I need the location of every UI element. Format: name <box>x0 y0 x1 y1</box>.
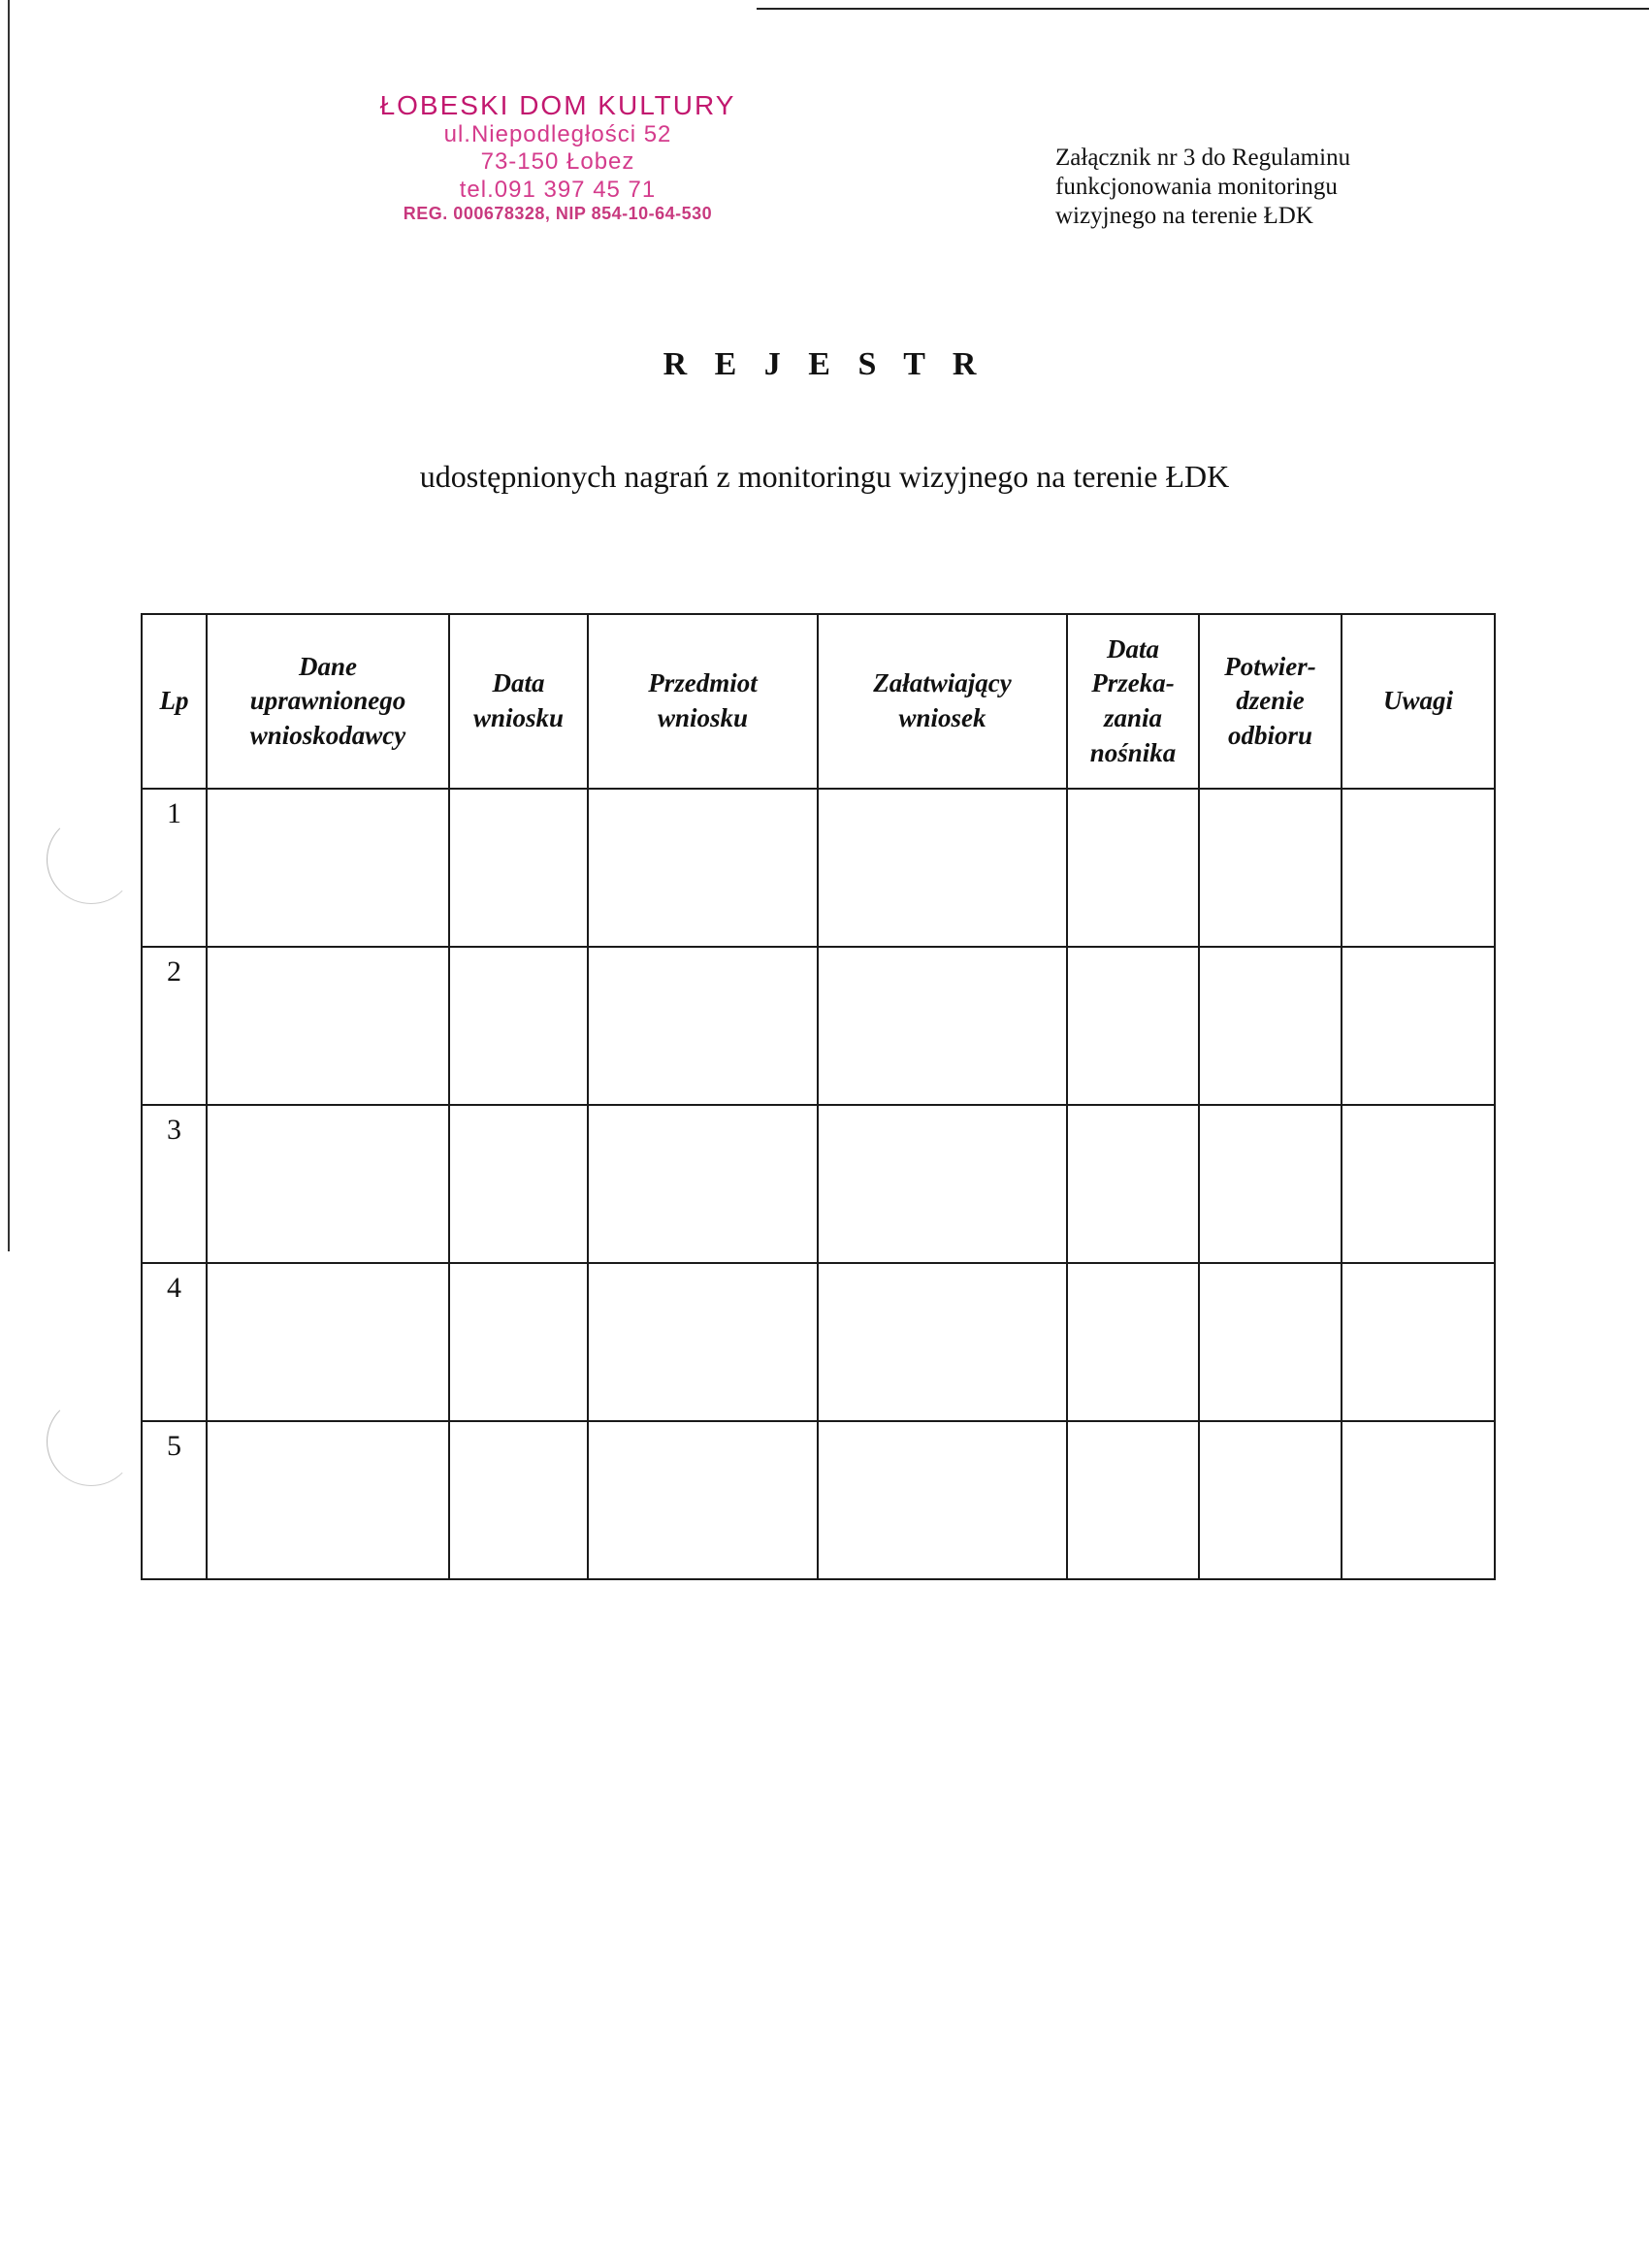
empty-entry-cell <box>1342 1263 1495 1421</box>
empty-entry-cell <box>1199 1421 1342 1579</box>
empty-entry-cell <box>588 1263 818 1421</box>
column-header-text: odbioru <box>1227 720 1313 750</box>
column-header-text: wnioskodawcy <box>249 720 406 750</box>
column-header-text: wniosku <box>657 703 749 732</box>
empty-entry-cell <box>588 1105 818 1263</box>
stamp-phone: tel.091 397 45 71 <box>459 176 657 203</box>
empty-entry-cell <box>449 947 588 1105</box>
column-header-text: Dane <box>299 651 357 681</box>
row-number-cell: 2 <box>142 947 207 1105</box>
empty-entry-cell <box>588 1421 818 1579</box>
empty-entry-cell <box>818 789 1067 947</box>
empty-entry-cell <box>1199 1263 1342 1421</box>
empty-entry-cell <box>1342 1105 1495 1263</box>
empty-entry-cell <box>207 947 449 1105</box>
attachment-line-2: funkcjonowania monitoringu <box>1055 174 1338 200</box>
empty-entry-cell <box>818 1105 1067 1263</box>
empty-entry-cell <box>207 789 449 947</box>
register-table <box>141 613 1496 1580</box>
table-row <box>142 789 1495 947</box>
column-header <box>588 614 818 789</box>
column-header-text: uprawnionego <box>249 686 406 716</box>
document-subtitle: udostępnionych nagrań z monitoringu wizyjnego na terenie ŁDK <box>419 459 1230 494</box>
empty-entry-cell <box>818 947 1067 1105</box>
scan-edge-left <box>8 0 10 1251</box>
punch-hole-lower <box>47 1397 136 1486</box>
column-header-text: Przedmiot <box>648 668 758 698</box>
column-header-text: Data <box>1107 633 1159 664</box>
attachment-line-3: wizyjnego na terenie ŁDK <box>1055 203 1313 229</box>
empty-entry-cell <box>207 1263 449 1421</box>
empty-entry-cell <box>1199 789 1342 947</box>
empty-entry-cell <box>588 789 818 947</box>
stamp-street: ul.Niepodległości 52 <box>443 121 672 148</box>
empty-entry-cell <box>207 1421 449 1579</box>
empty-entry-cell <box>1067 947 1199 1105</box>
empty-entry-cell <box>1342 947 1495 1105</box>
punch-hole-upper <box>47 815 136 904</box>
table-row <box>142 1421 1495 1579</box>
column-header <box>1199 614 1342 789</box>
column-header-text: dzenie <box>1236 686 1305 716</box>
column-header-text: Data <box>492 668 545 698</box>
institution-stamp <box>369 89 747 224</box>
column-header-text: nośnika <box>1089 737 1177 767</box>
stamp-institution-name: ŁOBESKI DOM KULTURY <box>379 90 736 120</box>
column-header-text: Załatwiający <box>873 668 1012 698</box>
table-row <box>142 1105 1495 1263</box>
empty-entry-cell <box>1199 947 1342 1105</box>
column-header-text: wniosku <box>472 703 565 732</box>
column-header-text: wniosek <box>898 703 986 732</box>
column-header <box>142 614 207 789</box>
table-row <box>142 1263 1495 1421</box>
row-number-cell: 5 <box>142 1421 207 1579</box>
column-header-text: zania <box>1103 703 1163 732</box>
column-header <box>207 614 449 789</box>
column-header <box>1342 614 1495 789</box>
column-header-text: Uwagi <box>1382 686 1453 716</box>
empty-entry-cell <box>1067 789 1199 947</box>
empty-entry-cell <box>818 1421 1067 1579</box>
column-header <box>1067 614 1199 789</box>
empty-entry-cell <box>1067 1421 1199 1579</box>
empty-entry-cell <box>207 1105 449 1263</box>
attachment-note <box>1055 144 1405 231</box>
empty-entry-cell <box>818 1263 1067 1421</box>
table-body <box>142 789 1495 1579</box>
empty-entry-cell <box>449 1105 588 1263</box>
column-header-text: Potwier- <box>1224 651 1316 681</box>
empty-entry-cell <box>1067 1105 1199 1263</box>
stamp-postal-city: 73-150 Łobez <box>480 148 635 176</box>
empty-entry-cell <box>1342 789 1495 947</box>
empty-entry-cell <box>1067 1263 1199 1421</box>
empty-entry-cell <box>449 1421 588 1579</box>
row-number-cell: 1 <box>142 789 207 947</box>
empty-entry-cell <box>449 789 588 947</box>
table-row <box>142 947 1495 1105</box>
document-title: R E J E S T R <box>663 346 986 382</box>
empty-entry-cell <box>449 1263 588 1421</box>
row-number-cell: 4 <box>142 1263 207 1421</box>
column-header <box>818 614 1067 789</box>
table-header-row <box>142 614 1495 789</box>
row-number-cell: 3 <box>142 1105 207 1263</box>
empty-entry-cell <box>588 947 818 1105</box>
empty-entry-cell <box>1342 1421 1495 1579</box>
empty-entry-cell <box>1199 1105 1342 1263</box>
column-header <box>449 614 588 789</box>
scan-edge-top <box>757 8 1649 10</box>
stamp-registration: REG. 000678328, NIP 854-10-64-530 <box>403 203 713 223</box>
column-header-text: Przeka- <box>1091 668 1175 698</box>
attachment-line-1: Załącznik nr 3 do Regulaminu <box>1055 145 1351 171</box>
column-header-text: Lp <box>159 686 189 716</box>
